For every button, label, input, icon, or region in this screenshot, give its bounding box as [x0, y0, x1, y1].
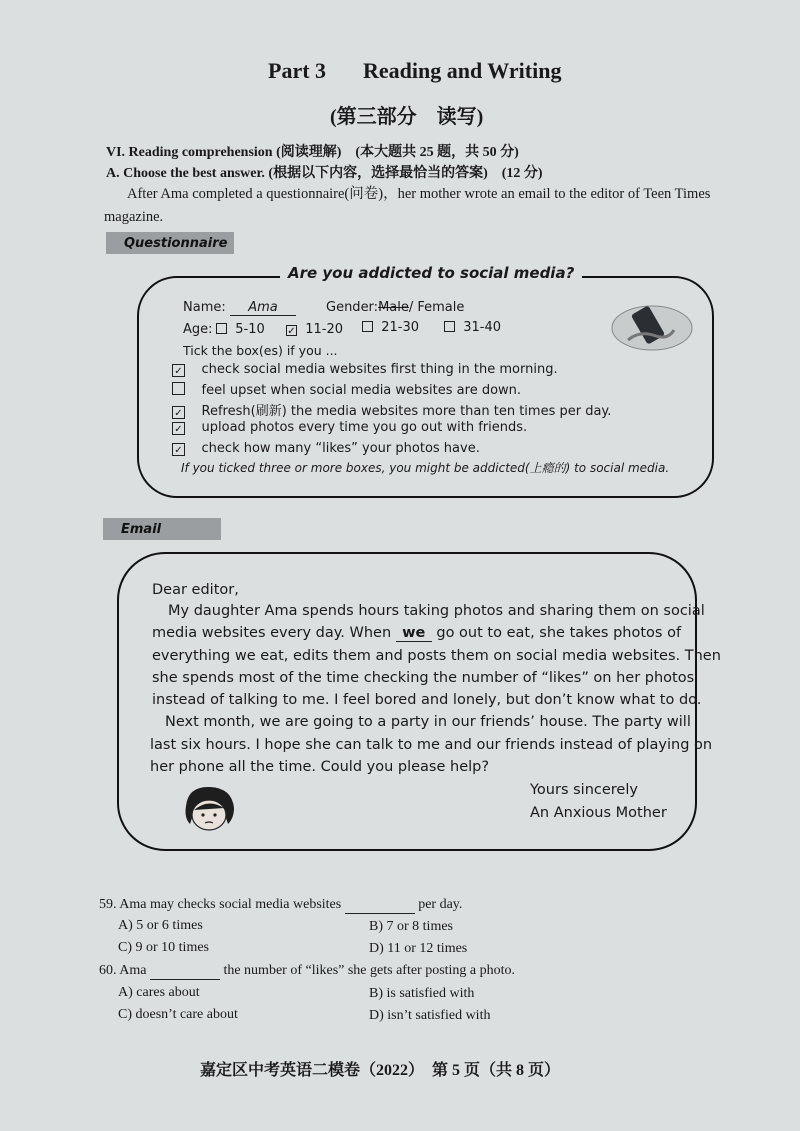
item-text: upload photos every time you go out with friends.	[201, 420, 528, 435]
part-number: Part 3	[268, 58, 327, 83]
question-stem-end: the number of “likes” she gets after posting a photo.	[223, 963, 516, 978]
intro-line-1: After Ama completed a questionnaire(问卷)，her mother wrote an email to the editor of Teen Times	[127, 186, 711, 202]
questionnaire-item[interactable]	[172, 441, 480, 456]
email-line: last six hours. I hope she can talk to me and our friends instead of playing on	[150, 737, 713, 753]
age-option-label: 5-10	[235, 322, 265, 337]
item-text: Refresh(刷新) the media websites more than ten times per day.	[201, 404, 612, 419]
item-checkbox-checked[interactable]: ✓	[172, 443, 185, 456]
option-a[interactable]: A) cares about	[118, 985, 200, 1000]
questionnaire-item[interactable]	[172, 382, 521, 398]
option-b[interactable]: B) 7 or 8 times	[369, 919, 453, 934]
gender-field	[326, 300, 464, 315]
mother-face-icon	[180, 784, 238, 834]
section-subheading: A. Choose the best answer. (根据以下内容，选择最恰当的答案) (12 分)	[106, 166, 543, 181]
questionnaire-tag: Questionnaire	[106, 232, 234, 254]
age-option-2[interactable]	[286, 322, 343, 337]
tick-prompt: Tick the box(es) if you ...	[183, 343, 338, 358]
item-checkbox-checked[interactable]: ✓	[172, 406, 185, 419]
email-closing: Yours sincerely	[530, 782, 638, 798]
part-subtitle: (第三部分 读写)	[330, 106, 484, 128]
name-value: Ama	[230, 300, 296, 316]
email-line-part: go out to eat, she takes photos of	[436, 625, 682, 641]
questionnaire-item[interactable]	[172, 400, 611, 419]
email-line: she spends most of the time checking the number of “likes” on her photos	[152, 670, 695, 686]
option-b[interactable]: B) is satisfied with	[369, 986, 475, 1001]
option-d[interactable]: D) 11 or 12 times	[369, 941, 468, 956]
item-checkbox[interactable]	[172, 382, 185, 395]
age-option-3[interactable]	[362, 320, 419, 335]
age-checkbox[interactable]	[216, 323, 227, 334]
age-checkbox[interactable]	[444, 321, 455, 332]
gender-female: / Female	[408, 300, 465, 315]
option-d[interactable]: D) isn’t satisfied with	[369, 1008, 491, 1023]
intro-line-2: magazine.	[104, 209, 164, 225]
age-option-label: 31-40	[463, 320, 502, 335]
email-signature: An Anxious Mother	[530, 805, 667, 821]
age-label: Age:	[183, 322, 213, 337]
question-stem-end: per day.	[418, 897, 463, 912]
answer-blank[interactable]	[345, 897, 415, 914]
email-line: My daughter Ama spends hours taking photos and sharing them on social	[168, 603, 705, 619]
gender-label: Gender:	[326, 300, 379, 315]
age-checkbox[interactable]	[362, 321, 373, 332]
section-heading: VI. Reading comprehension (阅读理解) (本大题共 25 题，共 50 分)	[106, 145, 519, 160]
question-stem: 60. Ama	[99, 963, 147, 978]
questionnaire-title: Are you addicted to social media?	[280, 264, 582, 282]
item-checkbox-checked[interactable]: ✓	[172, 364, 185, 377]
email-line: Next month, we are going to a party in our friends’ house. The party will	[165, 714, 691, 730]
age-option-label: 21-30	[381, 320, 420, 335]
option-a[interactable]: A) 5 or 6 times	[118, 918, 203, 933]
option-c[interactable]: C) doesn’t care about	[118, 1007, 238, 1022]
questionnaire-footer: If you ticked three or more boxes, you might be addicted(上瘾的) to social media.	[181, 461, 670, 475]
age-checkbox-checked[interactable]: ✓	[287, 326, 296, 337]
question-60	[99, 963, 515, 980]
page-footer: 嘉定区中考英语二模卷（2022） 第 5 页（共 8 页）	[200, 1062, 561, 1079]
item-text: feel upset when social media websites are down.	[201, 383, 522, 398]
email-line: her phone all the time. Could you please help?	[150, 759, 490, 775]
age-option-label: 11-20	[305, 322, 344, 337]
item-checkbox-checked[interactable]: ✓	[172, 422, 185, 435]
phone-hand-icon	[610, 300, 694, 352]
email-tag: Email	[103, 518, 221, 540]
item-text: check social media websites first thing in the morning.	[201, 362, 558, 377]
question-59	[99, 897, 462, 914]
age-option-4[interactable]	[444, 320, 501, 335]
gender-male: Male	[378, 300, 409, 315]
option-c[interactable]: C) 9 or 10 times	[118, 940, 209, 955]
email-line-with-blank	[152, 625, 681, 642]
email-filled-blank: we	[396, 625, 432, 642]
email-line-part: media websites every day. When	[152, 625, 392, 641]
email-line: instead of talking to me. I feel bored and lonely, but don’t know what to do.	[152, 692, 702, 708]
email-line: everything we eat, edits them and posts them on social media websites. Then	[152, 648, 721, 664]
email-greeting: Dear editor,	[152, 582, 239, 598]
item-text: check how many “likes” your photos have.	[201, 441, 480, 456]
questionnaire-item[interactable]	[172, 362, 558, 377]
name-label: Name:	[183, 300, 226, 315]
answer-blank[interactable]	[150, 963, 220, 980]
question-stem: 59. Ama may checks social media websites	[99, 897, 342, 912]
age-option-1[interactable]	[216, 322, 265, 337]
part-title: Reading and Writing	[363, 58, 562, 83]
questionnaire-item[interactable]	[172, 420, 527, 435]
